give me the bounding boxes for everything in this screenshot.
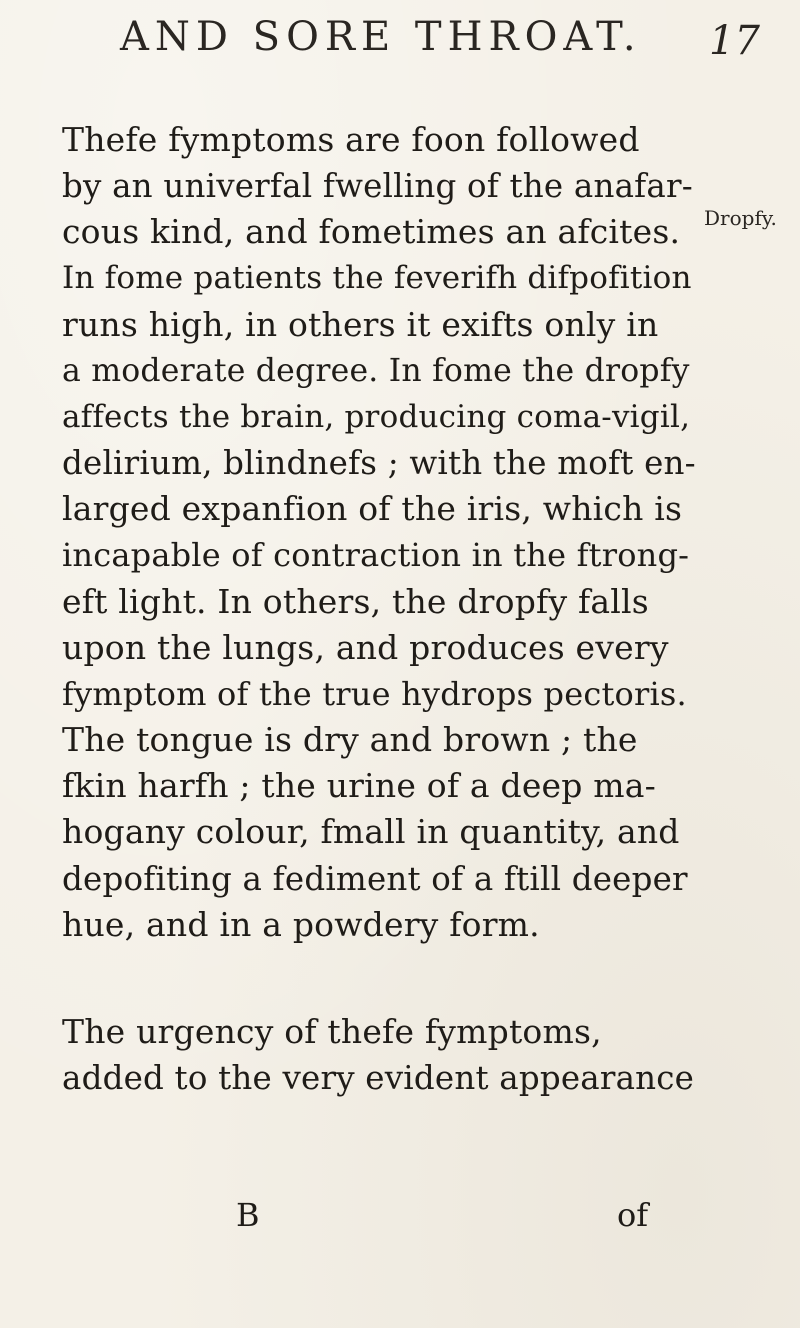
catchword: of: [617, 1196, 649, 1234]
text-line: eft light. In others, the dropfy falls: [62, 582, 649, 621]
text-line: The urgency of thefe fymptoms,: [62, 1012, 602, 1051]
text-line: upon the lungs, and produces every: [62, 628, 669, 667]
text-line: a moderate degree. In fome the dropfy: [62, 353, 690, 389]
text-line: hogany colour, fmall in quantity, and: [62, 812, 680, 851]
page-number: 17: [709, 18, 760, 64]
text-line: by an univerfal fwelling of the anafar-: [62, 167, 693, 205]
text-line: cous kind, and fometimes an afcites.: [62, 212, 681, 251]
text-line: fkin harfh ; the urine of a deep ma-: [62, 766, 657, 805]
text-line: Thefe fymptoms are foon followed: [62, 120, 640, 159]
text-line: delirium, blindnefs ; with the moft en-: [62, 444, 696, 482]
text-line: The tongue is dry and brown ; the: [62, 720, 638, 759]
text-line: added to the very evident appearance: [62, 1059, 695, 1097]
text-line: incapable of contraction in the ftrong-: [62, 536, 690, 574]
text-line: depofiting a fediment of a ftill deeper: [62, 860, 688, 898]
text-line: larged expanfion of the iris, which is: [62, 489, 683, 528]
signature-mark: B: [236, 1196, 260, 1234]
text-line: runs high, in others it exifts only in: [62, 305, 659, 344]
margin-note: Dropfy.: [704, 206, 777, 230]
text-line: In fome patients the feverifh difpofition: [62, 260, 692, 296]
text-line: affects the brain, producing coma-vigil,: [62, 399, 691, 435]
running-head: AND SORE THROAT.: [120, 14, 642, 60]
text-line: fymptom of the true hydrops pectoris.: [62, 675, 687, 713]
text-line: hue, and in a powdery form.: [62, 905, 540, 944]
